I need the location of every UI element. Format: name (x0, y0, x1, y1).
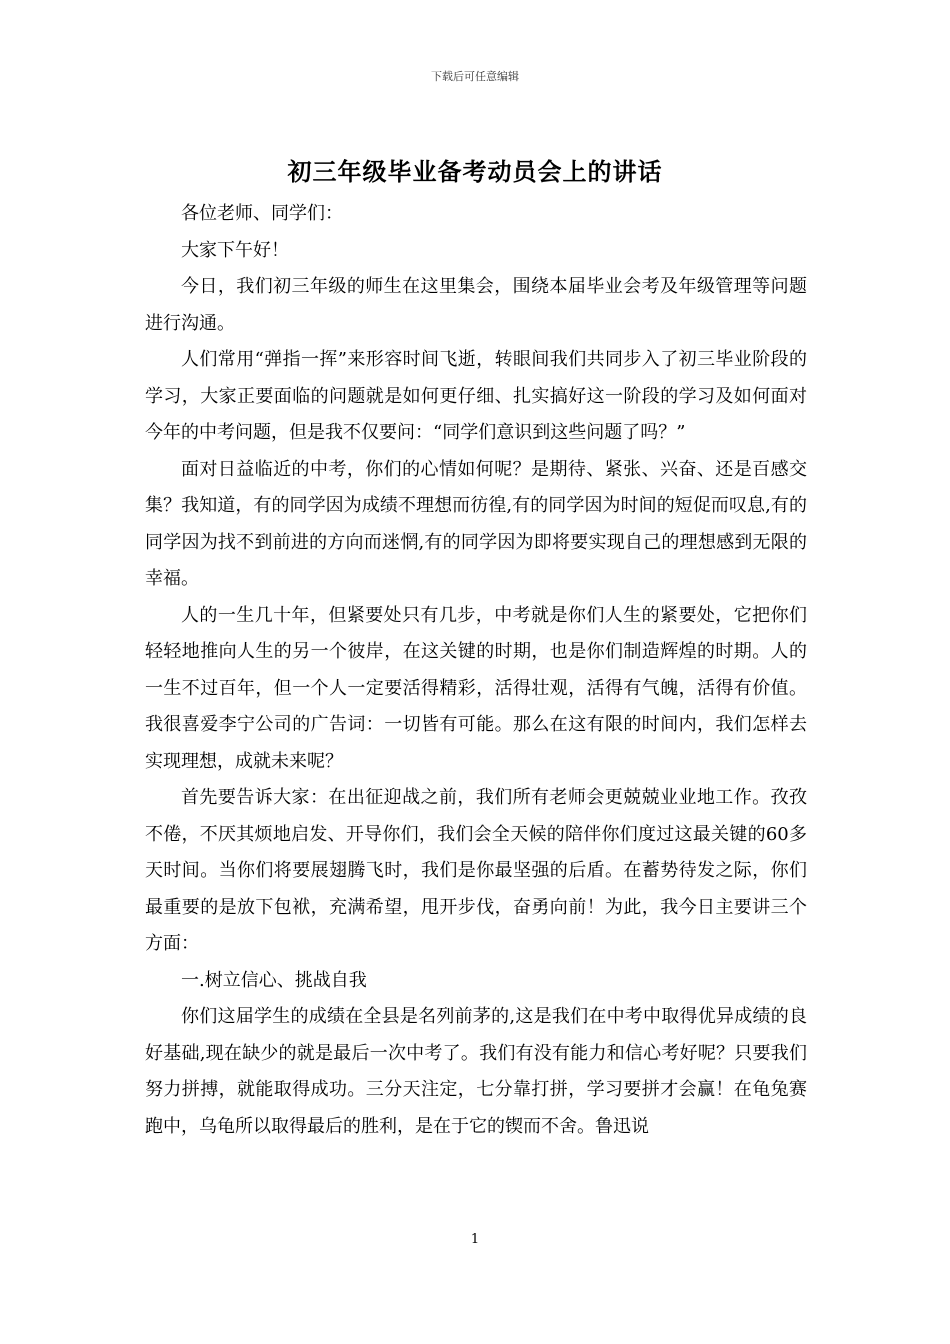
document-title: 初三年级毕业备考动员会上的讲话 (287, 157, 663, 186)
page-number: 1 (470, 1232, 480, 1247)
section-heading: 一.树立信心、挑战自我 (181, 969, 367, 991)
paragraph: 你们这届学生的成绩在全县是名列前茅的,这是我们在中考中取得优异成绩的良好基础,现在缺少的就是最后一次中考了。我们有没有能力和信心考好呢？只要我们努力拼搏，就能取得成功。三分天注定，七分靠打拼，学习要拼才会赢！在龟兔赛跑中，乌龟所以取得最后的胜利，是在于它的锲而不舍。鲁迅说 (145, 1006, 807, 1137)
document-body (145, 196, 807, 1145)
paragraph: 人的一生几十年，但紧要处只有几步，中考就是你们人生的紧要处，它把你们轻轻地推向人生的另一个彼岸，在这关键的时期，也是你们制造辉煌的时期。人的一生不过百年，但一个人一定要活得精彩，活得壮观，活得有气魄，活得有价值。我很喜爱李宁公司的广告词：一切皆有可能。那么在这有限的时间内，我们怎样去实现理想，成就未来呢？ (145, 604, 807, 772)
paragraph-greeting: 大家下午好！ (181, 239, 289, 261)
paragraph: 首先要告诉大家：在出征迎战之前，我们所有老师会更兢兢业业地工作。孜孜不倦，不厌其烦地启发、开导你们，我们会全天候的陪伴你们度过这最关键的60多天时间。当你们将要展翅腾飞时，我们是你最坚强的后盾。在蓄势待发之际，你们最重要的是放下包袱，充满希望，甩开步伐，奋勇向前！为此，我今日主要讲三个方面： (145, 787, 807, 954)
paragraph: 面对日益临近的中考，你们的心情如何呢？是期待、紧张、兴奋、还是百感交集？我知道，有的同学因为成绩不理想而彷徨,有的同学因为时间的短促而叹息,有的同学因为找不到前进的方向而迷惘,有的同学因为即将要实现自己的理想感到无限的幸福。 (145, 458, 807, 589)
header-note: 下载后可任意编辑 (431, 70, 519, 83)
paragraph: 今日，我们初三年级的师生在这里集会，围绕本届毕业会考及年级管理等问题进行沟通。 (145, 276, 807, 334)
paragraph: 人们常用“弹指一挥”来形容时间飞逝，转眼间我们共同步入了初三毕业阶段的学习，大家正要面临的问题就是如何更仔细、扎实搞好这一阶段的学习及如何面对今年的中考问题，但是我不仅要问：“同学们意识到这些问题了吗？” (145, 349, 807, 443)
paragraph-salutation: 各位老师、同学们： (181, 203, 343, 224)
